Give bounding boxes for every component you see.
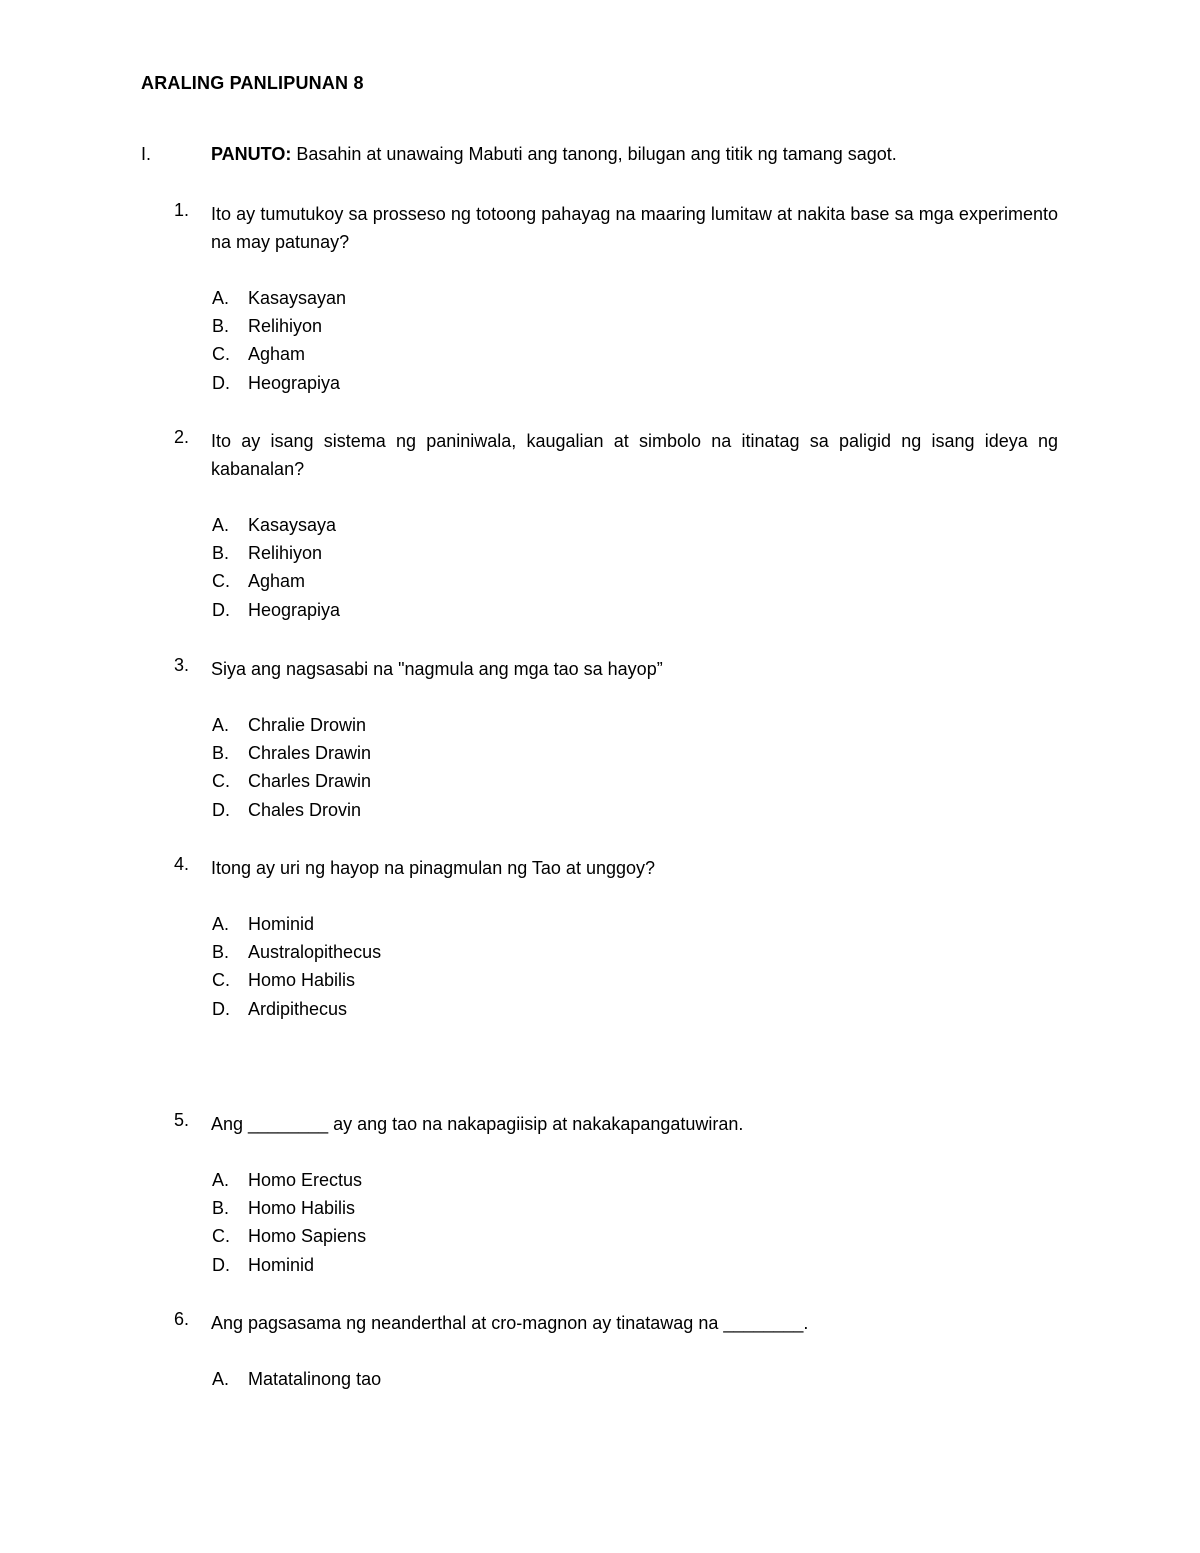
option-list	[212, 910, 381, 1023]
option-item	[212, 966, 381, 994]
option-letter: A.	[212, 515, 230, 535]
option-text: Chrales Drawin	[248, 743, 372, 764]
option-text: Chales Drovin	[248, 799, 362, 820]
option-text: Agham	[248, 571, 306, 592]
option-item	[212, 539, 340, 567]
option-item	[212, 312, 346, 340]
option-item	[212, 511, 340, 539]
instruction-text: Basahin at unawaing Mabuti ang tanong, bilugan ang titik ng tamang sagot.	[291, 144, 897, 164]
option-letter: B.	[212, 942, 230, 963]
option-list	[212, 511, 340, 624]
option-letter: D.	[212, 599, 230, 620]
option-letter: C.	[212, 344, 230, 365]
option-text: Heograpiya	[248, 372, 341, 393]
option-text: Matatalinong tao	[248, 1369, 382, 1389]
option-text: Kasaysayan	[248, 288, 347, 308]
option-text: Hominid	[248, 914, 315, 934]
section-roman-numeral: I.	[141, 144, 152, 164]
option-letter: B.	[212, 743, 230, 764]
option-item	[212, 567, 340, 595]
question-stem: Ang ________ ay ang tao na nakapagiisip at nakakapangatuwiran.	[211, 1114, 744, 1134]
option-text: Relihiyon	[248, 316, 323, 337]
option-item	[212, 910, 381, 938]
option-letter: B.	[212, 543, 230, 564]
question-5	[174, 1110, 1058, 1275]
question-number: 2.	[174, 427, 190, 447]
option-item	[212, 739, 371, 767]
option-text: Australopithecus	[248, 942, 382, 963]
option-letter: A.	[212, 1170, 230, 1190]
question-stem: Ang pagsasama ng neanderthal at cro-magnon ay tinatawag na ________.	[211, 1313, 809, 1333]
question-stem: Ito ay isang sistema ng paniniwala, kaugalian at simbolo na itinatag sa paligid ng isang ideya ng kabanalan?	[211, 431, 1058, 479]
option-text: Heograpiya	[248, 599, 341, 620]
option-item	[212, 340, 346, 368]
question-number: 6.	[174, 1309, 190, 1329]
question-stem: Siya ang nagsasabi na "nagmula ang mga tao sa hayop”	[211, 659, 663, 679]
option-text: Homo Sapiens	[248, 1226, 367, 1247]
option-text: Homo Erectus	[248, 1170, 363, 1190]
option-letter: B.	[212, 1198, 230, 1219]
option-item	[212, 1166, 366, 1194]
option-letter: B.	[212, 316, 230, 337]
option-letter: C.	[212, 771, 230, 792]
option-letter: D.	[212, 998, 230, 1019]
option-letter: A.	[212, 1369, 230, 1389]
option-list	[212, 1166, 366, 1279]
option-item	[212, 369, 346, 397]
instruction-line	[141, 144, 1071, 165]
option-list	[212, 284, 346, 397]
option-letter: C.	[212, 1226, 230, 1247]
option-item	[212, 1194, 366, 1222]
option-letter: A.	[212, 288, 230, 308]
option-item	[212, 711, 371, 739]
question-number: 4.	[174, 854, 190, 874]
option-item	[212, 596, 340, 624]
option-letter: D.	[212, 372, 230, 393]
option-text: Chralie Drowin	[248, 715, 367, 735]
document-title: ARALING PANLIPUNAN 8	[141, 73, 364, 93]
option-item	[212, 995, 381, 1023]
question-6	[174, 1309, 1058, 1389]
option-text: Homo Habilis	[248, 1198, 356, 1219]
option-text: Kasaysaya	[248, 515, 337, 535]
question-stem: Itong ay uri ng hayop na pinagmulan ng Tao at unggoy?	[211, 858, 656, 878]
question-4	[174, 854, 1058, 1019]
option-item	[212, 1222, 366, 1250]
question-1	[174, 200, 1058, 393]
option-letter: D.	[212, 799, 230, 820]
option-item	[212, 796, 371, 824]
option-list	[212, 711, 371, 824]
option-text: Charles Drawin	[248, 771, 372, 792]
option-letter: C.	[212, 970, 230, 991]
option-item	[212, 767, 371, 795]
option-letter: C.	[212, 571, 230, 592]
option-text: Relihiyon	[248, 543, 323, 564]
option-item	[212, 1365, 381, 1393]
option-text: Homo Habilis	[248, 970, 356, 991]
option-item	[212, 1251, 366, 1279]
question-stem: Ito ay tumutukoy sa prosseso ng totoong pahayag na maaring lumitaw at nakita base sa mga experimento na may patunay?	[211, 204, 1058, 252]
question-number: 5.	[174, 1110, 190, 1130]
option-item	[212, 938, 381, 966]
instruction-lead: PANUTO:	[211, 144, 292, 164]
question-2	[174, 427, 1058, 620]
question-number: 1.	[174, 200, 190, 220]
option-text: Hominid	[248, 1254, 315, 1275]
question-number: 3.	[174, 655, 190, 675]
question-3	[174, 655, 1058, 820]
option-text: Ardipithecus	[248, 998, 348, 1019]
option-letter: D.	[212, 1254, 230, 1275]
option-letter: A.	[212, 715, 230, 735]
option-list	[212, 1365, 381, 1393]
option-item	[212, 284, 346, 312]
option-text: Agham	[248, 344, 306, 365]
option-letter: A.	[212, 914, 230, 934]
